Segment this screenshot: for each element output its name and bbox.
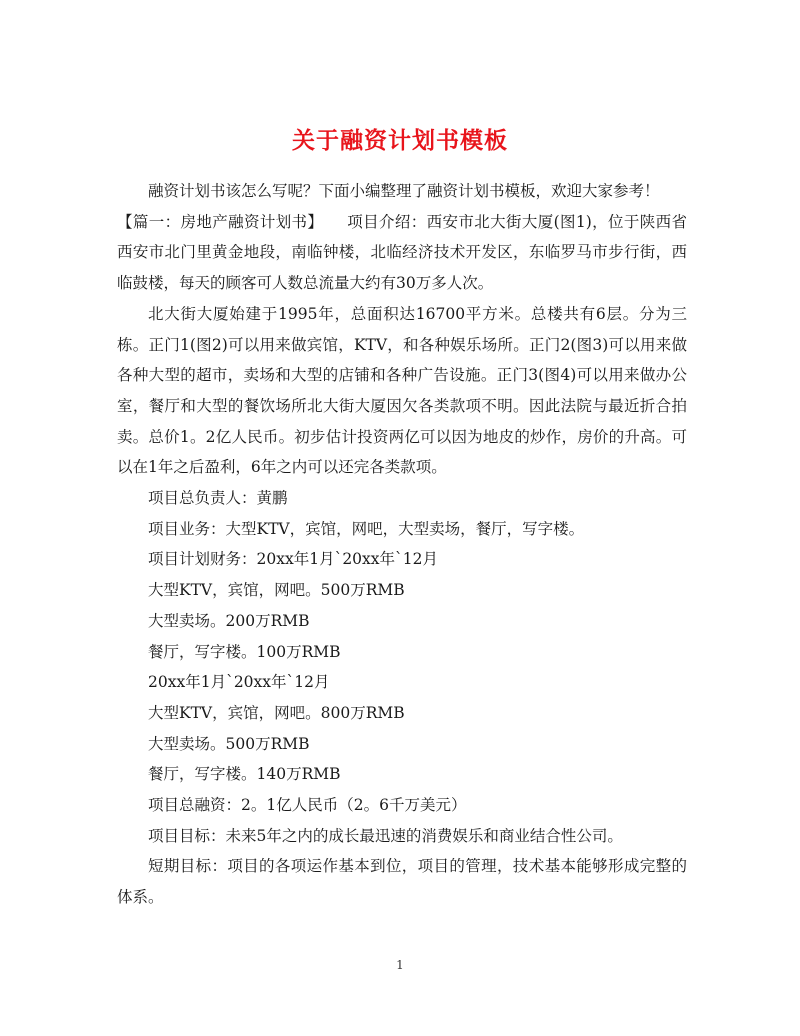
paragraph-building-details: 北大街大厦始建于1995年，总面积达16700平方米。总楼共有6层。分为三栋。正门1(图2)可以用来做宾馆，KTV，和各种娱乐场所。正门2(图3)可以用来做各种大型的超市，卖场和大型的店铺和各种广告设施。正门3(图4)可以用来做办公室，餐厅和大型的餐饮场所北大街大厦因欠各类款项不明。因此法院与最近折合拍卖。总价1。2亿人民币。初步估计投资两亿可以因为地皮的炒作，房价的升高。可以在1年之后盈利，6年之内可以还完各类款项。 (117, 304, 687, 477)
paragraph-intro: 融资计划书该怎么写呢？下面小编整理了融资计划书模板，欢迎大家参考！ (148, 182, 660, 200)
paragraph-budget-line: 大型卖场。500万RMB (148, 734, 310, 753)
paragraph-budget-line: 大型卖场。200万RMB (148, 611, 310, 630)
document-title: 关于融资计划书模板 (292, 127, 508, 155)
paragraph-project-intro: 【篇一：房地产融资计划书】 项目介绍：西安市北大街大厦(图1)，位于陕西省西安市北门里黄金地段，南临钟楼，北临经济技术开发区，东临罗马市步行街，西临鼓楼，每天的顾客可人数总流量大约有30万多人次。 (117, 212, 687, 293)
paragraph-budget-line: 餐厅，写字楼。140万RMB (148, 765, 341, 784)
paragraph-finance-plan: 项目计划财务：20xx年1月`20xx年`12月 (148, 550, 438, 569)
page-number: 1 (396, 958, 404, 972)
document-body (117, 176, 687, 913)
paragraph-project-business: 项目业务：大型KTV，宾馆，网吧，大型卖场，餐厅，写字楼。 (148, 519, 585, 538)
paragraph-project-leader: 项目总负责人：黄鹏 (148, 489, 288, 508)
paragraph-budget-line: 大型KTV，宾馆，网吧。800万RMB (148, 703, 405, 722)
paragraph-budget-line: 大型KTV，宾馆，网吧。500万RMB (148, 581, 405, 600)
paragraph-short-term-goal: 短期目标：项目的各项运作基本到位，项目的管理，技术基本能够形成完整的体系。 (117, 857, 687, 907)
paragraph-total-financing: 项目总融资：2。1亿人民币（2。6千万美元） (148, 796, 467, 815)
paragraph-budget-line: 餐厅，写字楼。100万RMB (148, 642, 341, 661)
paragraph-period: 20xx年1月`20xx年`12月 (148, 673, 330, 692)
paragraph-project-goal: 项目目标：未来5年之内的成长最迅速的消费娱乐和商业结合性公司。 (148, 826, 623, 845)
